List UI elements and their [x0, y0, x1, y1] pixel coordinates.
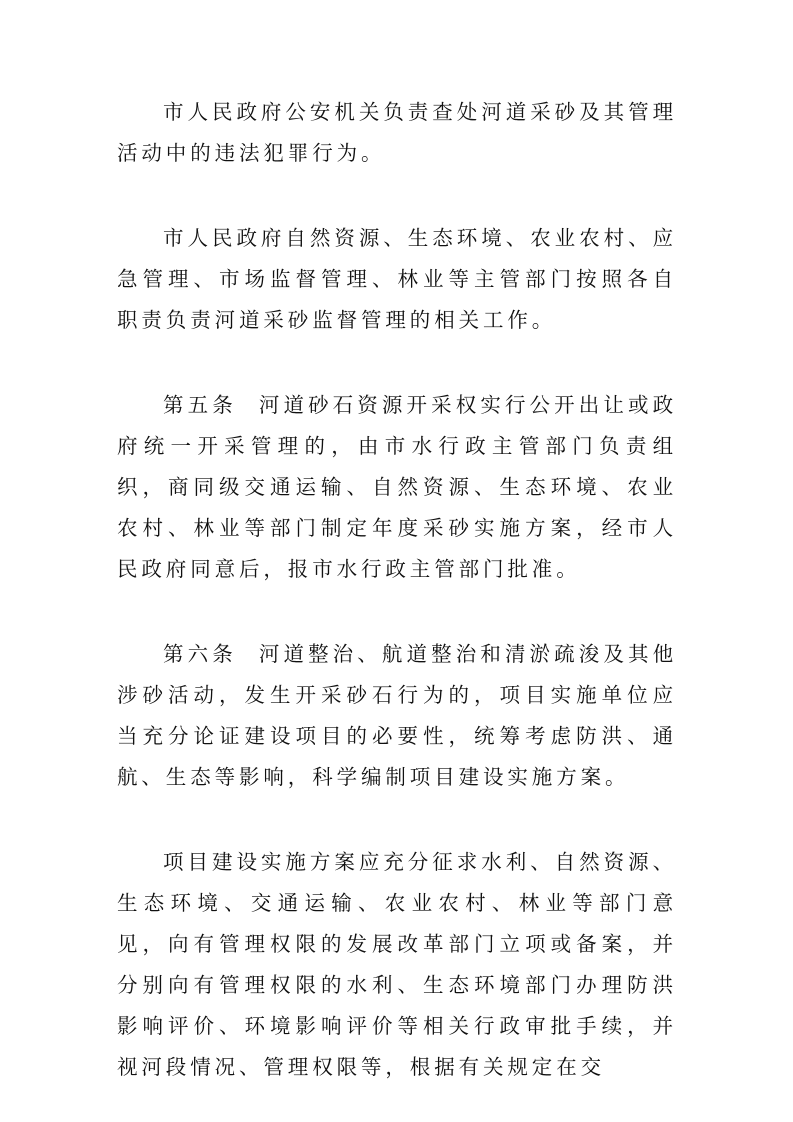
- paragraph-text: 项目建设实施方案应充分征求水利、自然资源、生态环境、交通运输、农业农村、林业等部门意见，向有管理权限的发展改革部门立项或备案，并分别向有管理权限的水利、生态环境部门办理防洪影响评价、环境影响评价等相关行政审批手续，并视河段情况、管理权限等，根据有关规定在交: [117, 850, 677, 1079]
- document-body: [117, 92, 677, 1088]
- article-5-paragraph: [117, 385, 677, 590]
- paragraph-text: 市人民政府自然资源、生态环境、农业农村、应急管理、市场监督管理、林业等主管部门按照各自职责负责河道采砂监督管理的相关工作。: [117, 226, 677, 332]
- paragraph-text: 市人民政府公安机关负责查处河道采砂及其管理活动中的违法犯罪行为。: [117, 100, 677, 165]
- article-label: 第五条: [163, 393, 237, 417]
- paragraph-public-security: [117, 92, 677, 174]
- paragraph-text: 河道整治、航道整治和清淤疏浚及其他涉砂活动，发生开采砂石行为的，项目实施单位应当充分论证建设项目的必要性，统筹考虑防洪、通航、生态等影响，科学编制项目建设实施方案。: [117, 642, 677, 789]
- paragraph-department-duties: [117, 218, 677, 341]
- paragraph-implementation-plan: [117, 842, 677, 1088]
- paragraph-text: 河道砂石资源开采权实行公开出让或政府统一开采管理的，由市水行政主管部门负责组织，商同级交通运输、自然资源、生态环境、农业农村、林业等部门制定年度采砂实施方案，经市人民政府同意后，报市水行政主管部门批准。: [117, 393, 677, 581]
- article-label: 第六条: [163, 642, 237, 666]
- article-6-paragraph: [117, 634, 677, 798]
